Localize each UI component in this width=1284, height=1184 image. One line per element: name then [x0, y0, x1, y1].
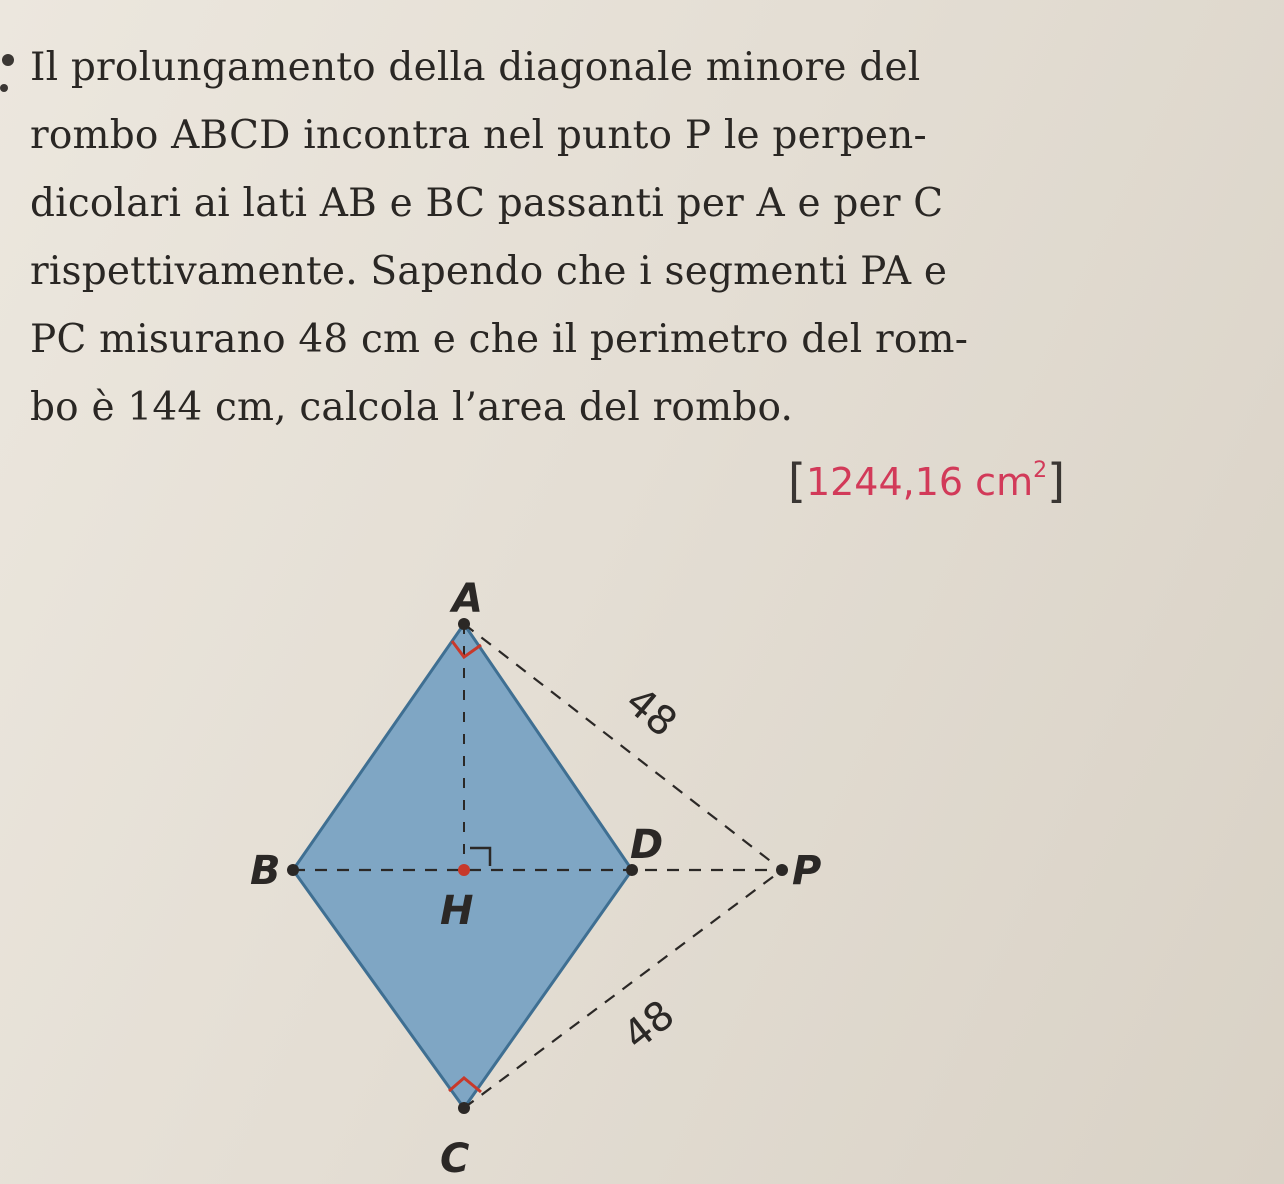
label-a: A: [452, 576, 483, 622]
measure-pc: 48: [614, 991, 684, 1060]
measure-pa: 48: [616, 678, 686, 747]
problem-line: Il prolungamento della diagonale minore del: [30, 45, 921, 90]
label-p: P: [792, 848, 822, 894]
problem-line: rombo ABCD incontra nel punto P le perpen-: [30, 113, 927, 158]
label-h: H: [440, 888, 474, 934]
point-b: [287, 864, 299, 876]
answer-open-bracket: [: [788, 454, 806, 508]
point-p: [776, 864, 788, 876]
problem-line: bo è 144 cm, calcola l’area del rombo.: [30, 385, 794, 430]
problem-line: rispettivamente. Sapendo che i segmenti PA e: [30, 249, 948, 294]
answer-exponent: 2: [1033, 458, 1048, 484]
point-c: [458, 1102, 470, 1114]
answer-value: 1244,16 cm: [805, 460, 1034, 504]
label-d: D: [630, 822, 664, 868]
answer-close-bracket: ]: [1047, 454, 1066, 508]
problem-line: dicolari ai lati AB e BC passanti per A e per C: [30, 181, 944, 226]
label-c: C: [440, 1136, 470, 1182]
label-b: B: [250, 848, 281, 894]
problem-line: PC misurano 48 cm e che il perimetro del rom-: [30, 317, 969, 362]
point-h: [458, 864, 470, 876]
